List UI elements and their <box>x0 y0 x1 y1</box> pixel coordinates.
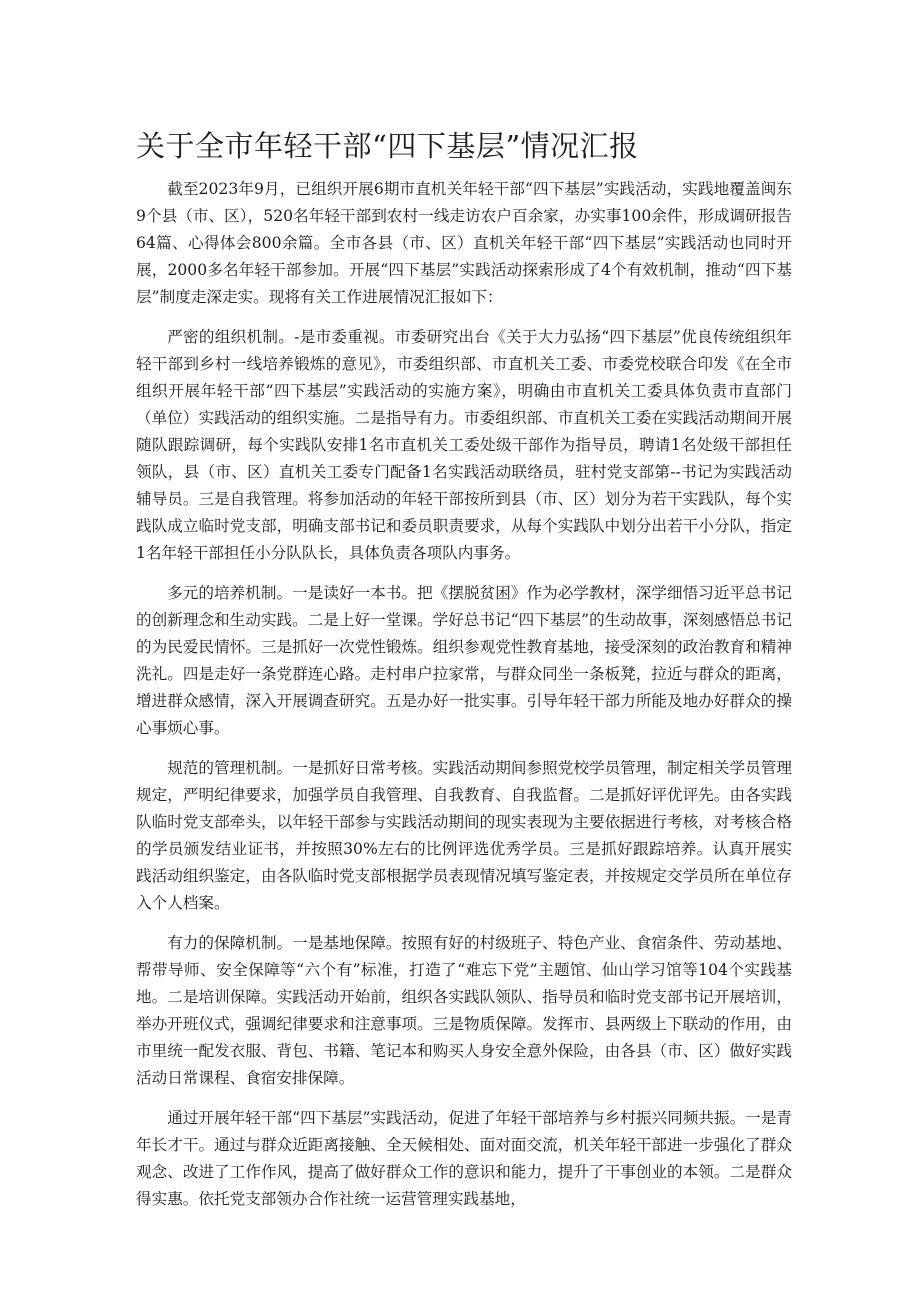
paragraph-training-mechanism: 多元的培养机制。一是读好一本书。把《摆脱贫困》作为必学教材，深学细悟习近平总书记的创新理念和生动实践。二是上好一堂课。学好总书记“四下基层”的生动故事，深刻感悟总书记的为民爱民情怀。三是抓好一次党性锻炼。组织参观党性教育基地，接受深刻的政治教育和精神洗礼。四是走好一条党群连心路。走村串户拉家常，与群众同坐一条板凳，拉近与群众的距离，增进群众感情，深入开展调查研究。五是办好一批实事。引导年轻干部力所能及地办好群众的操心事烦心事。 <box>136 584 792 737</box>
paragraph-results: 通过开展年轻干部“四下基层”实践活动，促进了年轻干部培养与乡村振兴同频共振。一是青年长才干。通过与群众近距离接触、全天候相处、面对面交流，机关年轻干部进一步强化了群众观念、改进了工作作风，提高了做好群众工作的意识和能力，提升了干事创业的本领。二是群众得实惠。依托党支部领办合作社统一运营管理实践基地， <box>136 1109 792 1208</box>
paragraph-organization-mechanism: 严密的组织机制。-是市委重视。市委研究出台《关于大力弘扬“四下基层”优良传统组织年轻干部到乡村一线培养锻炼的意见》，市委组织部、市直机关工委、市委党校联合印发《在全市组织开展年轻干部“四下基层”实践活动的实施方案》，明确由市直机关工委具体负责市直部门（单位）实践活动的组织实施。二是指导有力。市委组织部、市直机关工委在实践活动期间开展随队跟踪调研，每个实践队安排1名市直机关工委处级干部作为指导员，聘请1名处级干部担任领队，县（市、区）直机关工委专门配备1名实践活动联络员，驻村党支部第--书记为实践活动辅导员。三是自我管理。将参加活动的年轻干部按所到县（市、区）划分为若干实践队，每个实践队成立临时党支部，明确支部书记和委员职责要求，从每个实践队中划分出若干小分队，指定1名年轻干部担任小分队队长，具体负责各项队内事务。 <box>136 328 792 562</box>
paragraph-management-mechanism: 规范的管理机制。一是抓好日常考核。实践活动期间参照党校学员管理，制定相关学员管理规定，严明纪律要求，加强学员自我管理、自我教育、自我监督。二是抓好评优评先。由各实践队临时党支部牵头，以年轻干部参与实践活动期间的现实表现为主要依据进行考核，对考核合格的学员颁发结业证书，并按照30%左右的比例评选优秀学员。三是抓好跟踪培养。认真开展实践活动组织鉴定，由各队临时党支部根据学员表现情况填写鉴定表，并按规定交学员所在单位存入个人档案。 <box>136 759 792 912</box>
paragraph-support-mechanism: 有力的保障机制。一是基地保障。按照有好的村级班子、特色产业、食宿条件、劳动基地、帮带导师、安全保障等“六个有”标准，打造了“难忘下党”主题馆、仙山学习馆等104个实践基地。二是培训保障。实践活动开始前，组织各实践队领队、指导员和临时党支部书记开展培训，举办开班仪式，强调纪律要求和注意事项。三是物质保障。发挥市、县两级上下联动的作用，由市里统一配发衣服、背包、书籍、笔记本和购买人身安全意外保险，由各县（市、区）做好实践活动日常课程、食宿安排保障。 <box>136 934 792 1087</box>
paragraph-intro: 截至2023年9月，已组织开展6期市直机关年轻干部“四下基层”实践活动，实践地覆盖闽东9个县（市、区），520名年轻干部到农村一线走访农户百余家，办实事100余件，形成调研报告64篇、心得体会800余篇。全市各县（市、区）直机关年轻干部“四下基层”实践活动也同时开展，2000多名年轻干部参加。开展“四下基层”实践活动探索形成了4个有效机制，推动“四下基层”制度走深走实。现将有关工作进展情况汇报如下： <box>136 180 792 306</box>
document-body <box>136 176 792 1213</box>
document-title: 关于全市年轻干部“四下基层”情况汇报 <box>136 129 639 163</box>
document-page <box>136 126 792 1226</box>
